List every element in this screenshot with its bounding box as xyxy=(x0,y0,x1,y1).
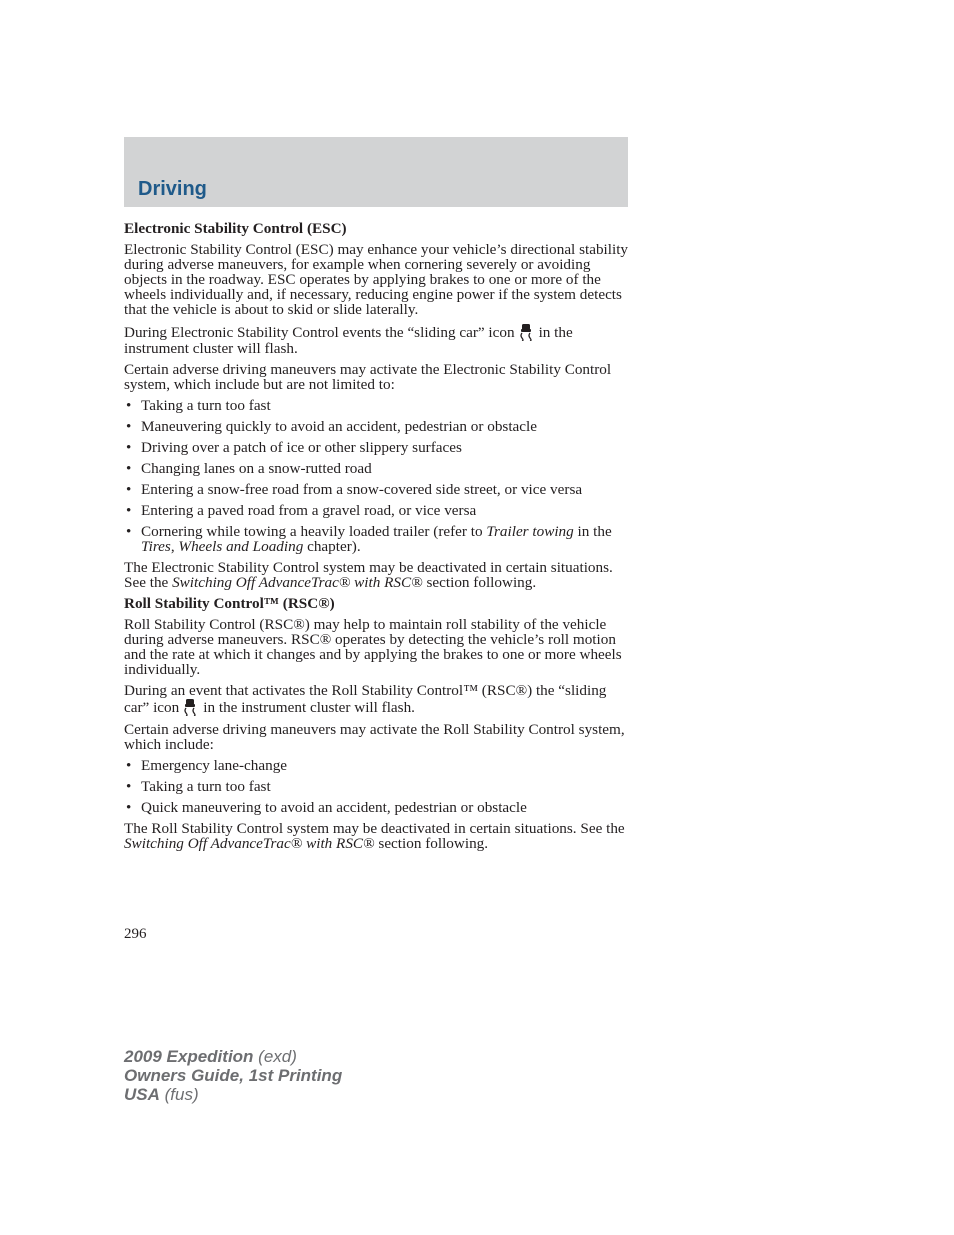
rsc-heading: Roll Stability Control™ (RSC®) xyxy=(124,595,335,612)
footer-model-code: (exd) xyxy=(258,1047,297,1066)
footer-printing: Owners Guide, 1st Printing xyxy=(124,1066,343,1085)
esc-p4-c: section following. xyxy=(422,574,537,591)
footer-model: 2009 Expedition xyxy=(124,1047,254,1066)
esc-p4-b: Switching Off AdvanceTrac® with RSC® xyxy=(172,574,423,591)
section-title: Driving xyxy=(138,178,207,200)
footer-market-code: (fus) xyxy=(164,1085,199,1104)
bullet7-d: Tires xyxy=(141,538,171,555)
esc-paragraph-2 xyxy=(124,323,628,356)
sliding-car-icon xyxy=(519,323,533,341)
list-item: • Quick maneuvering to avoid an accident, pedestrian or obstacle xyxy=(124,800,628,815)
esc-p4-a: The Electronic Stability Control system may be deactivated in certain situations. See the xyxy=(124,559,613,591)
list-item: • Taking a turn too fast xyxy=(124,779,628,794)
list-item xyxy=(124,524,628,554)
list-item: • Entering a paved road from a gravel road, or vice versa xyxy=(124,503,628,518)
footer-line-2 xyxy=(124,1066,342,1085)
rsc-paragraph-1: Roll Stability Control (RSC®) may help to maintain roll stability of the vehicle during adverse maneuvers. RSC® operates by detecting the vehicle’s roll motion and the rate at which it changes and by applying the brakes to one or more wheels individually. xyxy=(124,616,622,678)
list-item: • Changing lanes on a snow-rutted road xyxy=(124,461,628,476)
bullet7-g: chapter). xyxy=(303,538,361,555)
bullet7-e: , xyxy=(170,538,179,555)
list-item: • Driving over a patch of ice or other slippery surfaces xyxy=(124,440,628,455)
rsc-paragraph-2 xyxy=(124,683,628,716)
bullet7-a: Cornering while towing a heavily loaded trailer (refer to xyxy=(141,523,487,540)
rsc-paragraph-2-text-a: During an event that activates the Roll Stability Control™ (RSC®) the “sliding car” icon xyxy=(124,682,607,716)
rsc-maneuver-list xyxy=(124,758,628,815)
rsc-paragraph-3: Certain adverse driving maneuvers may activate the Roll Stability Control system, which include: xyxy=(124,721,625,753)
esc-maneuver-list xyxy=(124,398,628,554)
list-item: • Maneuvering quickly to avoid an accident, pedestrian or obstacle xyxy=(124,419,628,434)
esc-paragraph-1: Electronic Stability Control (ESC) may enhance your vehicle’s directional stability during adverse maneuvers, for example when cornering severely or avoiding objects in the roadway. ESC operates by applying brakes to one or more of the wheels individually and, if necessary, reducing engine power if the system detects that the vehicle is about to skid or slide laterally. xyxy=(124,241,629,318)
esc-paragraph-2-text-b: in the instrument cluster will flash. xyxy=(124,324,573,357)
esc-paragraph-3: Certain adverse driving maneuvers may activate the Electronic Stability Control system, which include but are not limited to: xyxy=(124,361,612,393)
rsc-paragraph-2-text-b: in the instrument cluster will flash. xyxy=(203,699,415,716)
footer-edition-info xyxy=(124,1047,342,1104)
bullet7-b: Trailer towing xyxy=(486,523,574,540)
esc-paragraph-2-text-a: During Electronic Stability Control events the “sliding car” icon xyxy=(124,324,515,341)
rsc-p4-b: Switching Off AdvanceTrac® with RSC® xyxy=(124,835,375,852)
page-content xyxy=(124,221,628,857)
sliding-car-icon xyxy=(183,698,197,716)
bullet7-f: Wheels and Loading xyxy=(178,538,304,555)
list-item: • Entering a snow-free road from a snow-covered side street, or vice versa xyxy=(124,482,628,497)
section-header-band xyxy=(124,137,628,207)
esc-paragraph-4 xyxy=(124,560,628,590)
rsc-paragraph-4 xyxy=(124,821,628,851)
rsc-p4-a: The Roll Stability Control system may be deactivated in certain situations. See the xyxy=(124,820,625,837)
list-item: • Taking a turn too fast xyxy=(124,398,628,413)
footer-line-3 xyxy=(124,1085,342,1104)
list-item: • Emergency lane-change xyxy=(124,758,628,773)
page-number: 296 xyxy=(124,926,147,942)
bullet7-c: in the xyxy=(573,523,612,540)
esc-heading: Electronic Stability Control (ESC) xyxy=(124,220,347,237)
rsc-p4-c: section following. xyxy=(374,835,489,852)
footer-market: USA xyxy=(124,1085,160,1104)
footer-line-1 xyxy=(124,1047,342,1066)
